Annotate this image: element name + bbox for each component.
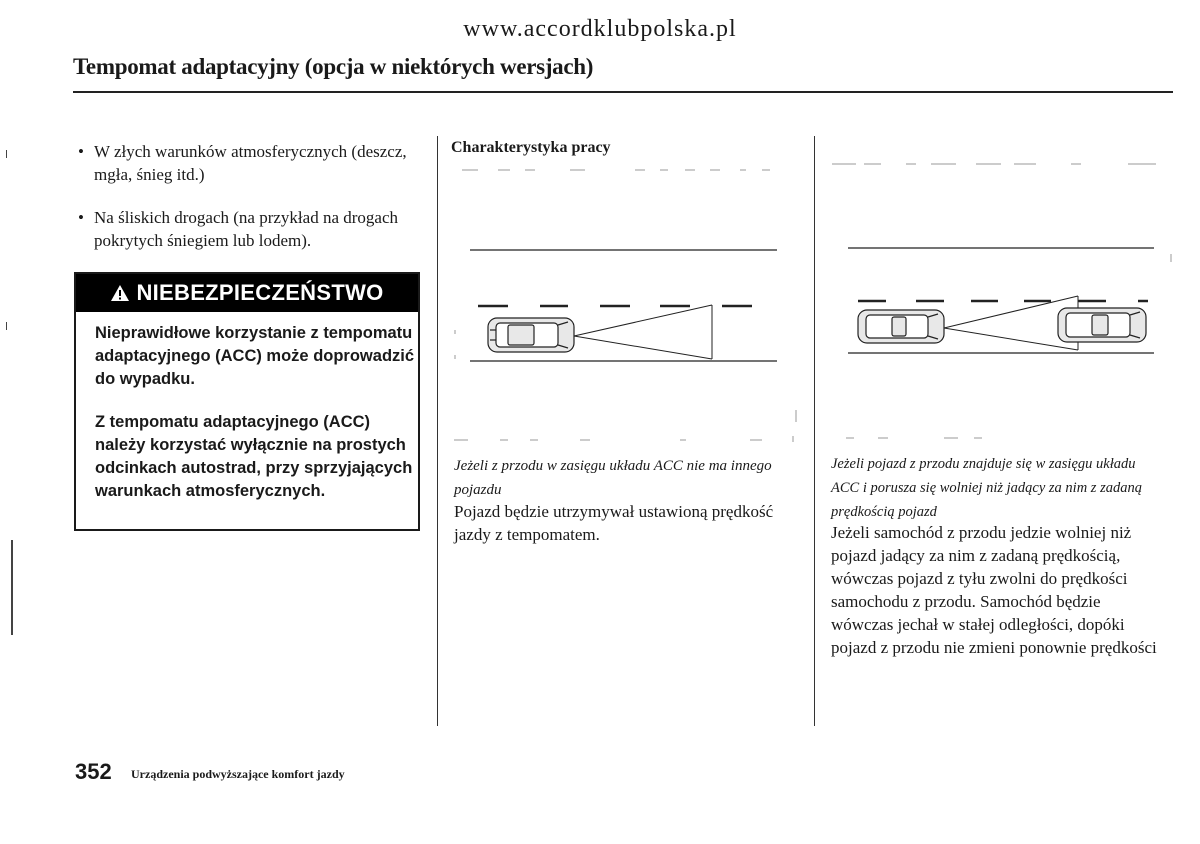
list-item	[78, 140, 423, 186]
bullet-text: Na śliskich drogach (na przykład na drogach pokrytych śniegiem lub lodem).	[94, 208, 398, 250]
warning-title: NIEBEZPIECZEŃSTWO	[136, 280, 384, 305]
list-item	[78, 206, 423, 252]
column-divider-right	[814, 136, 815, 726]
diagram-no-vehicle-ahead	[450, 160, 805, 445]
operation-heading: Charakterystyka pracy	[451, 139, 611, 156]
warning-header	[76, 274, 418, 312]
vehicle-ahead-description: Jeżeli samochód z przodu jedzie wolniej niż pojazd jadący za nim z zadaną prędkością, wówczas pojazd z tyłu zwolni do prędkości samochodu z przodu. Samochód będzie wówczas jechał w stałej odległości, dopóki pojazd z przodu nie zmieni ponownie prędkości	[831, 523, 1157, 657]
bullet-symbol: •	[78, 208, 84, 227]
vehicle-ahead-caption: Jeżeli pojazd z przodu znajduje się w zasięgu układu ACC i porusza się wolniej niż jadący za nim z zadaną prędkością pojazd	[831, 456, 1142, 520]
column-divider-left	[437, 136, 438, 726]
chapter-title: Urządzenia podwyższające komfort jazdy	[131, 767, 345, 781]
page-number: 352	[75, 759, 112, 784]
condition-list	[78, 140, 423, 272]
no-vehicle-caption: Jeżeli z przodu w zasięgu układu ACC nie ma innego pojazdu	[454, 458, 772, 498]
bullet-text: W złych warunków atmosferycznych (deszcz, mgła, śnieg itd.)	[94, 142, 407, 184]
warning-paragraph-1: Nieprawidłowe korzystanie z tempomatu adaptacyjnego (ACC) może doprowadzić do wypadku.	[95, 324, 415, 388]
site-url: www.accordklubpolska.pl	[463, 16, 737, 42]
bullet-symbol: •	[78, 142, 84, 161]
margin-mark	[6, 150, 7, 158]
warning-triangle-icon	[110, 284, 130, 302]
no-vehicle-description: Pojazd będzie utrzymywał ustawioną prędkość jazdy z tempomatem.	[454, 502, 774, 544]
warning-box	[74, 272, 420, 531]
diagram-vehicle-ahead	[826, 150, 1176, 450]
warning-paragraph-2: Z tempomatu adaptacyjnego (ACC) należy korzystać wyłącznie na prostych odcinkach autostrad, przy sprzyjających warunkach atmosferycznych.	[95, 413, 413, 500]
section-title: Tempomat adaptacyjny (opcja w niektórych wersjach)	[73, 54, 594, 79]
margin-mark	[11, 540, 13, 635]
margin-mark	[6, 322, 7, 330]
header-rule	[73, 91, 1173, 93]
